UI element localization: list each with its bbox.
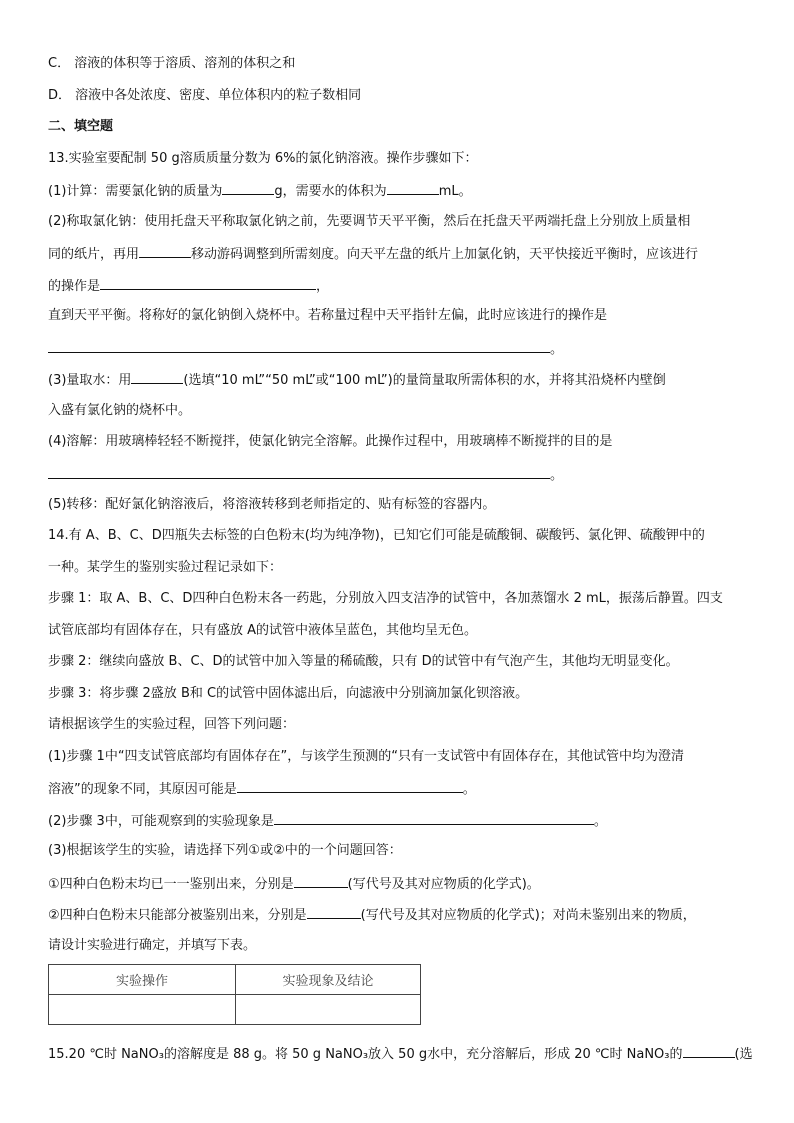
table-header-row bbox=[49, 965, 421, 995]
answer-blank[interactable] bbox=[683, 1043, 735, 1058]
answer-blank[interactable] bbox=[294, 873, 348, 888]
table-header-cell: 实验操作 bbox=[49, 965, 236, 995]
answer-blank[interactable] bbox=[222, 180, 274, 195]
q14-option1: ①四种白色粉末均已一一鉴别出来，分别是 (写代号及其对应物质的化学式)。 bbox=[48, 873, 540, 893]
q13-part2-line5: 。 bbox=[48, 338, 563, 358]
answer-blank[interactable] bbox=[387, 180, 439, 195]
q14-step2: 步骤 2：继续向盛放 B、C、D的试管中加入等量的稀硫酸，只有 D的试管中有气泡产生，其他均无明显变化。 bbox=[48, 654, 679, 669]
q13-part3-line2: 入盛有氯化钠的烧杯中。 bbox=[48, 403, 192, 418]
q14-step1-line1: 步骤 1：取 A、B、C、D四种白色粉末各一药匙，分别放入四支洁净的试管中，各加蒸馏水 2 mL，振荡后静置。四支 bbox=[48, 591, 723, 606]
q14-part3: (3)根据该学生的实验，请选择下列①或②中的一个问题回答： bbox=[48, 843, 402, 858]
option-d: D． 溶液中各处浓度、密度、单位体积内的粒子数相同 bbox=[48, 88, 362, 103]
table-cell[interactable] bbox=[49, 995, 236, 1025]
answer-blank[interactable] bbox=[100, 275, 316, 290]
q14-option2-line2: 请设计实验进行确定，并填写下表。 bbox=[48, 938, 257, 953]
answer-blank[interactable] bbox=[139, 243, 191, 258]
q15-stem: 15.20 ℃时 NaNO₃的溶解度是 88 g。将 50 g NaNO₃放入 50 g水中，充分溶解后，形成 20 ℃时 NaNO₃的 (选 bbox=[48, 1043, 753, 1063]
q14-option2-line1: ②四种白色粉末只能部分被鉴别出来，分别是 (写代号及其对应物质的化学式)；对尚未鉴别出来的物质， bbox=[48, 904, 696, 924]
q13-part2-line4: 直到天平平衡。将称好的氯化钠倒入烧杯中。若称量过程中天平指针左偏，此时应该进行的操作是 bbox=[48, 308, 608, 323]
answer-blank[interactable] bbox=[48, 464, 550, 479]
table-header-cell: 实验现象及结论 bbox=[236, 965, 421, 995]
option-c: C． 溶液的体积等于溶质、溶剂的体积之和 bbox=[48, 56, 296, 71]
answer-blank[interactable] bbox=[48, 338, 550, 353]
q13-stem: 13.实验室要配制 50 g溶质质量分数为 6%的氯化钠溶液。操作步骤如下： bbox=[48, 151, 478, 166]
q14-instruction: 请根据该学生的实验过程，回答下列问题： bbox=[48, 717, 296, 732]
q13-part1: (1)计算：需要氯化钠的质量为 g，需要水的体积为 mL。 bbox=[48, 180, 472, 200]
q14-part1-line1: (1)步骤 1中“四支试管底部均有固体存在”，与该学生预测的“只有一支试管中有固体存在，其他试管中均为澄清 bbox=[48, 749, 685, 764]
q13-part2-line1: (2)称取氯化钠：使用托盘天平称取氯化钠之前，先要调节天平平衡，然后在托盘天平两端托盘上分别放上质量相 bbox=[48, 214, 691, 229]
answer-blank[interactable] bbox=[274, 810, 594, 825]
q13-part3-line1: (3)量取水：用 (选填“10 mL”“50 mL”或“100 mL”)的量筒量取所需体积的水，并将其沿烧杯内壁倒 bbox=[48, 369, 666, 389]
q13-part2-line2: 同的纸片，再用 移动游码调整到所需刻度。向天平左盘的纸片上加氯化钠，天平快接近平衡时，应该进行 bbox=[48, 243, 698, 263]
q14-part2: (2)步骤 3中，可能观察到的实验现象是 。 bbox=[48, 810, 607, 830]
experiment-table bbox=[48, 964, 421, 1025]
answer-blank[interactable] bbox=[307, 904, 361, 919]
table-row bbox=[49, 995, 421, 1025]
table-cell[interactable] bbox=[236, 995, 421, 1025]
q13-part4-line1: (4)溶解：用玻璃棒轻轻不断搅拌，使氯化钠完全溶解。此操作过程中，用玻璃棒不断搅拌的目的是 bbox=[48, 434, 613, 449]
section-heading: 二、填空题 bbox=[48, 119, 114, 134]
answer-blank[interactable] bbox=[237, 778, 463, 793]
q14-part1-line2: 溶液”的现象不同，其原因可能是 。 bbox=[48, 778, 476, 798]
q14-stem-line1: 14.有 A、B、C、D四瓶失去标签的白色粉末(均为纯净物)，已知它们可能是硫酸铜、碳酸钙、氯化钾、硫酸钾中的 bbox=[48, 528, 705, 543]
q13-part4-line2: 。 bbox=[48, 464, 563, 484]
q13-part2-line3: 的操作是 ， bbox=[48, 275, 329, 295]
q14-step1-line2: 试管底部均有固体存在，只有盛放 A的试管中液体呈蓝色，其他均呈无色。 bbox=[48, 623, 478, 638]
q14-step3: 步骤 3：将步骤 2盛放 B和 C的试管中固体滤出后，向滤液中分别滴加氯化钡溶液。 bbox=[48, 686, 529, 701]
answer-blank[interactable] bbox=[131, 369, 183, 384]
q13-part5: (5)转移：配好氯化钠溶液后，将溶液转移到老师指定的、贴有标签的容器内。 bbox=[48, 497, 496, 512]
q14-stem-line2: 一种。某学生的鉴别实验过程记录如下： bbox=[48, 560, 283, 575]
